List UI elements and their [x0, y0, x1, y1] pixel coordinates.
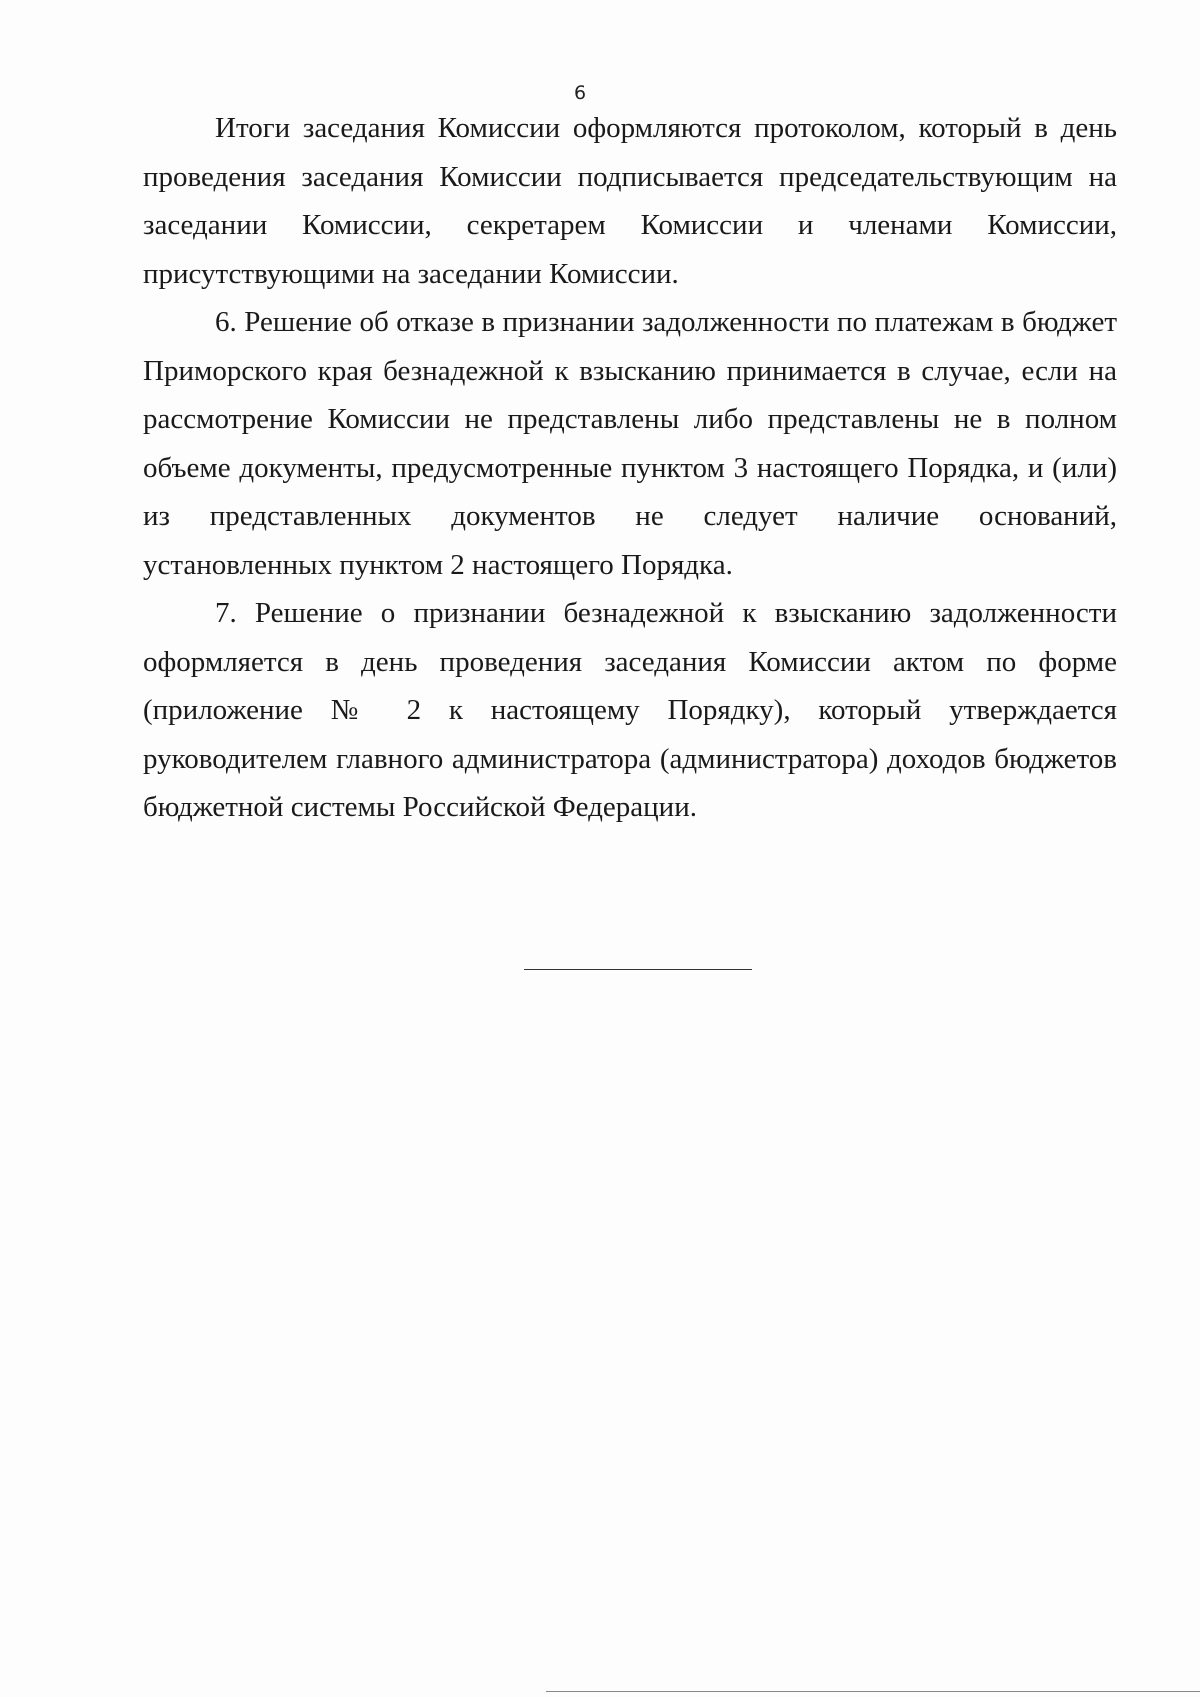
paragraph-item-7: 7. Решение о признании безнадежной к взысканию задолженности оформляется в день проведения заседания Комиссии актом по форме (приложение № 2 к настоящему Порядку), который утверждается руководителем главного администратора (администратора) доходов бюджетов бюджетной системы Российской Федерации. [143, 597, 1117, 823]
paragraph-item-6: 6. Решение об отказе в признании задолженности по платежам в бюджет Приморского края безнадежной к взысканию принимается в случае, если на рассмотрение Комиссии не представлены либо представлены не в полном объеме документы, предусмотренные пунктом 3 настоящего Порядка, и (или) из представленных документов не следует наличие оснований, установленных пунктом 2 настоящего Порядка. [143, 306, 1117, 581]
document-body [143, 104, 1117, 832]
paragraph-protocol: Итоги заседания Комиссии оформляются протоколом, который в день проведения заседания Комиссии подписывается председательствующим на заседании Комиссии, секретарем Комиссии и членами Комиссии, присутствующими на заседании Комиссии. [143, 112, 1117, 290]
closing-divider [524, 969, 752, 970]
scan-edge-line [546, 1691, 1200, 1692]
page-number: 6 [573, 82, 587, 104]
